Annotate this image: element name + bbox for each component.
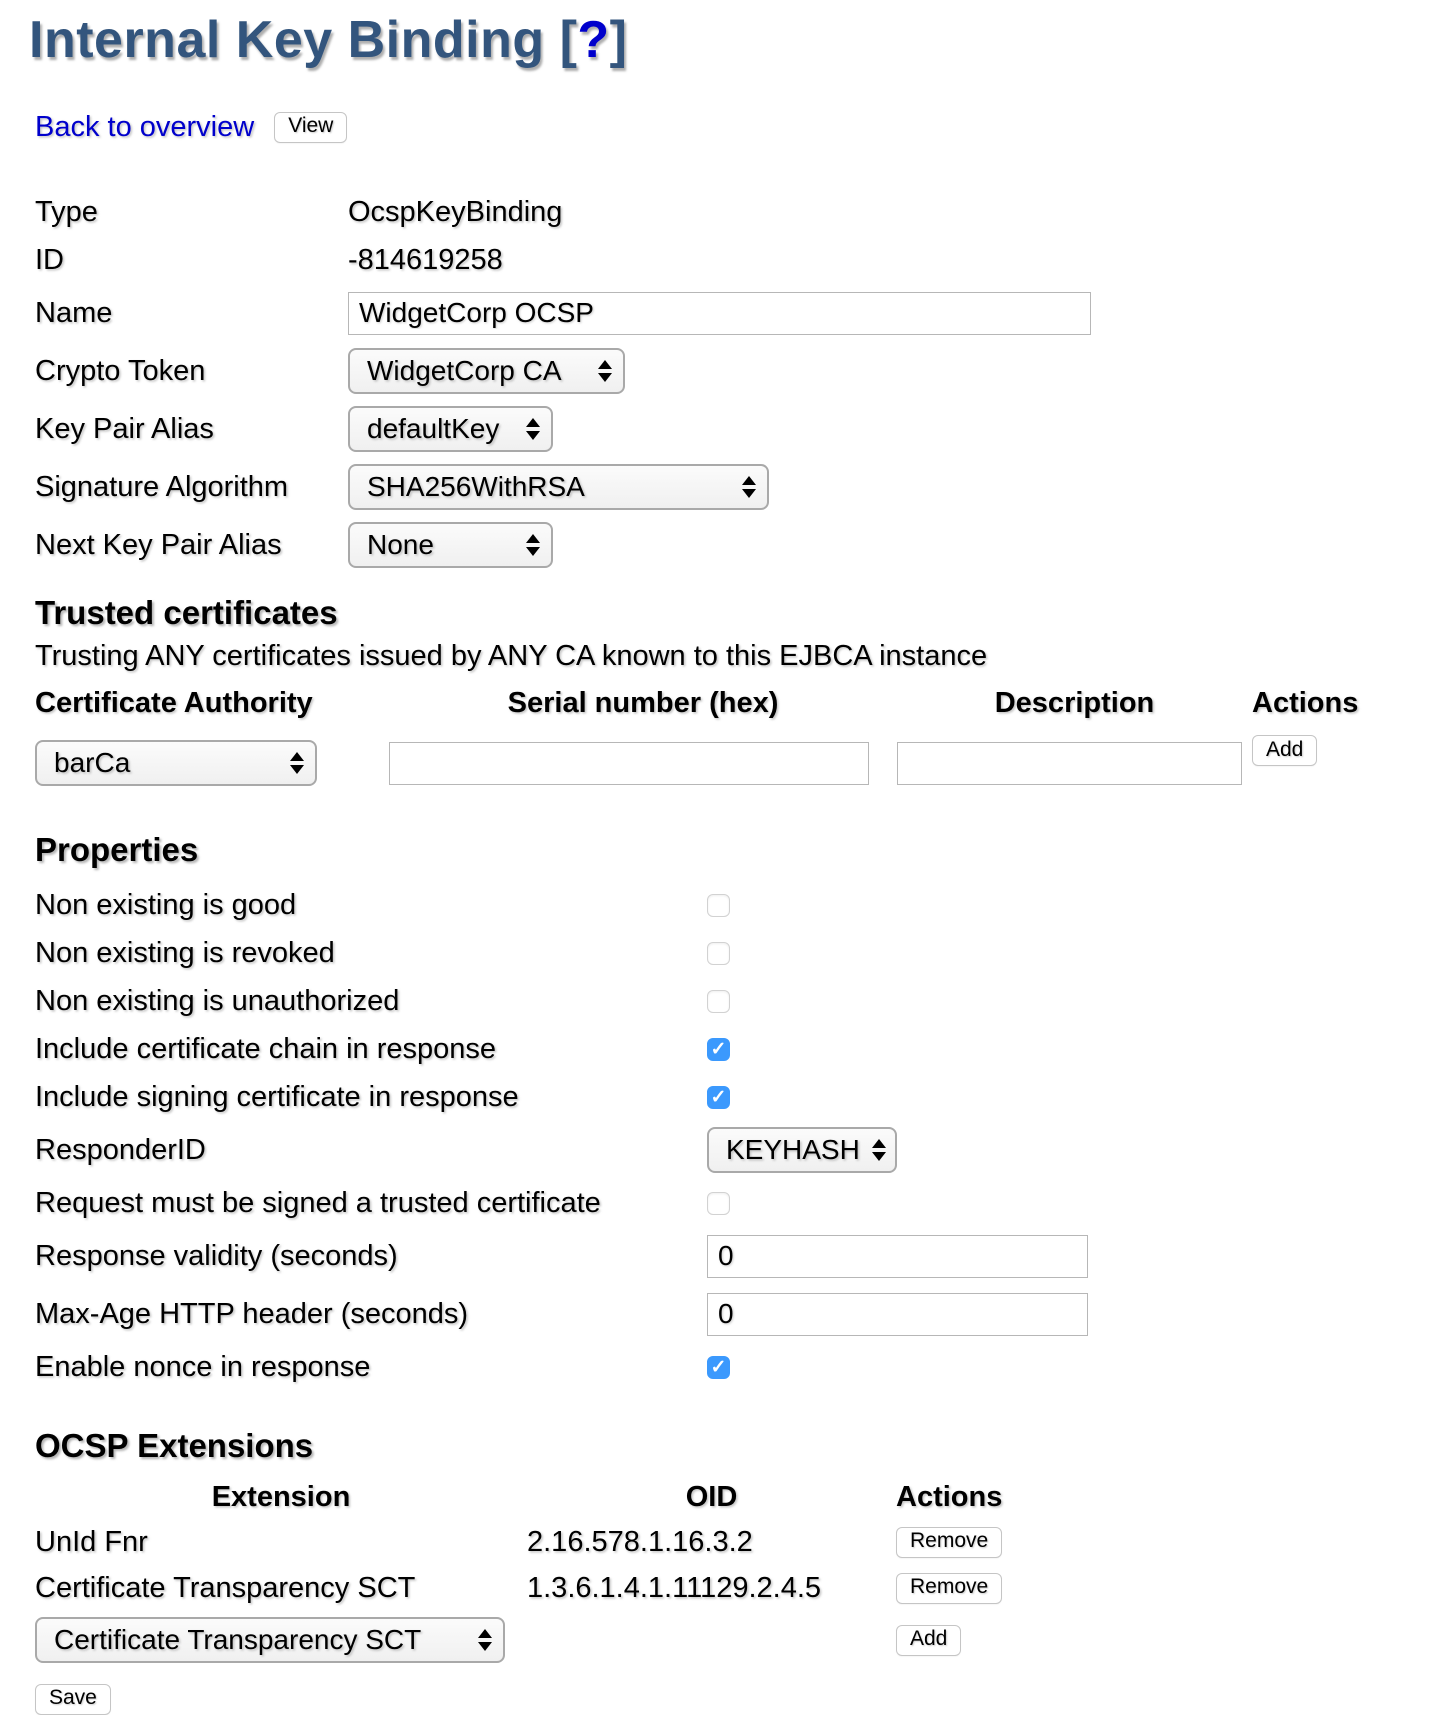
- save-row: [35, 1679, 1422, 1715]
- certificate-authority-selected-value: barCa: [54, 747, 131, 778]
- column-header-oid: OID: [685, 1480, 738, 1513]
- request-signed-checkbox[interactable]: [707, 1192, 730, 1215]
- page-title: [29, 10, 1422, 70]
- next-key-pair-alias-row: [35, 516, 1422, 574]
- select-updown-arrows-icon: [478, 1629, 492, 1651]
- include-chain-checkbox[interactable]: [707, 1038, 730, 1061]
- enable-nonce-label: Enable nonce in response: [35, 1350, 371, 1383]
- max-age-row: [35, 1285, 1422, 1343]
- extension-oid: 2.16.578.1.16.3.2: [527, 1525, 753, 1558]
- add-extension-actions-cell: [896, 1611, 1422, 1669]
- description-cell: [897, 733, 1252, 793]
- responder-id-select[interactable]: [707, 1127, 897, 1173]
- include-chain-row: [35, 1025, 1422, 1073]
- type-value: OcspKeyBinding: [348, 195, 563, 228]
- serial-number-cell: [389, 733, 897, 793]
- empty-oid-cell: [527, 1611, 896, 1669]
- help-link[interactable]: ?: [577, 11, 610, 69]
- column-header-description: Description: [994, 687, 1155, 719]
- column-header-certificate-authority: Certificate Authority: [35, 687, 313, 719]
- key-pair-alias-row: [35, 400, 1422, 458]
- non-existing-good-label: Non existing is good: [35, 888, 297, 921]
- extension-actions-cell: [896, 1565, 1422, 1611]
- certificate-authority-cell: [35, 733, 389, 793]
- name-row: [35, 284, 1422, 342]
- request-signed-label: Request must be signed a trusted certificate: [35, 1186, 601, 1219]
- extension-actions-cell: [896, 1519, 1422, 1565]
- responder-id-selected-value: KEYHASH: [726, 1134, 860, 1165]
- next-key-pair-alias-selected-value: None: [367, 529, 434, 560]
- max-age-label: Max-Age HTTP header (seconds): [35, 1297, 469, 1330]
- column-header-extension: Extension: [211, 1480, 351, 1513]
- enable-nonce-row: [35, 1343, 1422, 1391]
- trusted-certificates-table: [35, 687, 1422, 793]
- trusted-certificates-heading: Trusted certificates: [35, 594, 338, 631]
- include-signing-row: [35, 1073, 1422, 1121]
- non-existing-good-checkbox[interactable]: [707, 894, 730, 917]
- extension-add-button[interactable]: Add: [896, 1625, 961, 1656]
- non-existing-unauthorized-label: Non existing is unauthorized: [35, 984, 400, 1017]
- crypto-token-label: Crypto Token: [35, 354, 206, 387]
- crypto-token-select[interactable]: [348, 348, 625, 394]
- extension-name: UnId Fnr: [35, 1525, 148, 1558]
- non-existing-revoked-label: Non existing is revoked: [35, 936, 335, 969]
- max-age-input[interactable]: [707, 1293, 1088, 1336]
- response-validity-label: Response validity (seconds): [35, 1239, 398, 1272]
- trusted-actions-cell: [1252, 733, 1422, 793]
- key-binding-form: [35, 188, 1422, 574]
- column-header-ext-actions: Actions: [896, 1480, 1003, 1513]
- add-extension-select[interactable]: [35, 1617, 505, 1663]
- id-row: [35, 236, 1422, 284]
- select-updown-arrows-icon: [290, 752, 304, 774]
- response-validity-row: [35, 1227, 1422, 1285]
- type-row: [35, 188, 1422, 236]
- nav-row: [35, 110, 1422, 144]
- properties-heading: Properties: [35, 831, 199, 868]
- non-existing-good-row: [35, 881, 1422, 929]
- add-extension-cell: [35, 1611, 527, 1669]
- remove-extension-button[interactable]: Remove: [896, 1573, 1002, 1604]
- key-pair-alias-selected-value: defaultKey: [367, 413, 500, 444]
- remove-extension-button[interactable]: Remove: [896, 1527, 1002, 1558]
- responder-id-row: [35, 1121, 1422, 1179]
- crypto-token-selected-value: WidgetCorp CA: [367, 355, 562, 386]
- non-existing-revoked-checkbox[interactable]: [707, 942, 730, 965]
- next-key-pair-alias-label: Next Key Pair Alias: [35, 528, 282, 561]
- serial-number-input[interactable]: [389, 742, 869, 785]
- column-header-serial-number: Serial number (hex): [507, 687, 779, 719]
- name-input[interactable]: [348, 292, 1091, 335]
- extension-name: Certificate Transparency SCT: [35, 1571, 416, 1604]
- id-value: -814619258: [348, 243, 503, 276]
- request-signed-row: [35, 1179, 1422, 1227]
- signature-algorithm-selected-value: SHA256WithRSA: [367, 471, 585, 502]
- column-header-actions: Actions: [1252, 687, 1359, 719]
- non-existing-unauthorized-checkbox[interactable]: [707, 990, 730, 1013]
- signature-algorithm-label: Signature Algorithm: [35, 470, 289, 503]
- enable-nonce-checkbox[interactable]: [707, 1356, 730, 1379]
- type-label: Type: [35, 195, 98, 228]
- select-updown-arrows-icon: [742, 476, 756, 498]
- save-button[interactable]: Save: [35, 1684, 111, 1715]
- view-button[interactable]: View: [274, 112, 347, 143]
- certificate-authority-select[interactable]: [35, 740, 317, 786]
- trusted-add-button[interactable]: Add: [1252, 735, 1317, 766]
- non-existing-unauthorized-row: [35, 977, 1422, 1025]
- signature-algorithm-select[interactable]: [348, 464, 769, 510]
- signature-algorithm-row: [35, 458, 1422, 516]
- ocsp-extensions-heading: OCSP Extensions: [35, 1427, 314, 1464]
- page-title-text: Internal Key Binding: [29, 11, 545, 69]
- extension-oid: 1.3.6.1.4.1.11129.2.4.5: [527, 1571, 822, 1604]
- include-signing-checkbox[interactable]: [707, 1086, 730, 1109]
- ocsp-extensions-table: [35, 1475, 1422, 1669]
- select-updown-arrows-icon: [872, 1139, 886, 1161]
- id-label: ID: [35, 243, 64, 276]
- response-validity-input[interactable]: [707, 1235, 1088, 1278]
- properties-list: [35, 881, 1422, 1391]
- name-label: Name: [35, 296, 113, 329]
- help-bracket-close: ]: [609, 11, 628, 69]
- description-input[interactable]: [897, 742, 1242, 785]
- include-signing-label: Include signing certificate in response: [35, 1080, 519, 1113]
- next-key-pair-alias-select[interactable]: [348, 522, 553, 568]
- help-bracket-open: [: [559, 11, 578, 69]
- crypto-token-row: [35, 342, 1422, 400]
- back-to-overview-link[interactable]: Back to overview: [35, 110, 255, 143]
- key-pair-alias-select[interactable]: [348, 406, 553, 452]
- select-updown-arrows-icon: [526, 418, 540, 440]
- key-pair-alias-label: Key Pair Alias: [35, 412, 214, 445]
- include-chain-label: Include certificate chain in response: [35, 1032, 497, 1065]
- responder-id-label: ResponderID: [35, 1133, 206, 1166]
- select-updown-arrows-icon: [598, 360, 612, 382]
- add-extension-selected-value: Certificate Transparency SCT: [54, 1624, 422, 1655]
- non-existing-revoked-row: [35, 929, 1422, 977]
- trusted-certificates-subtitle: Trusting ANY certificates issued by ANY CA known to this EJBCA instance: [35, 640, 988, 672]
- select-updown-arrows-icon: [526, 534, 540, 556]
